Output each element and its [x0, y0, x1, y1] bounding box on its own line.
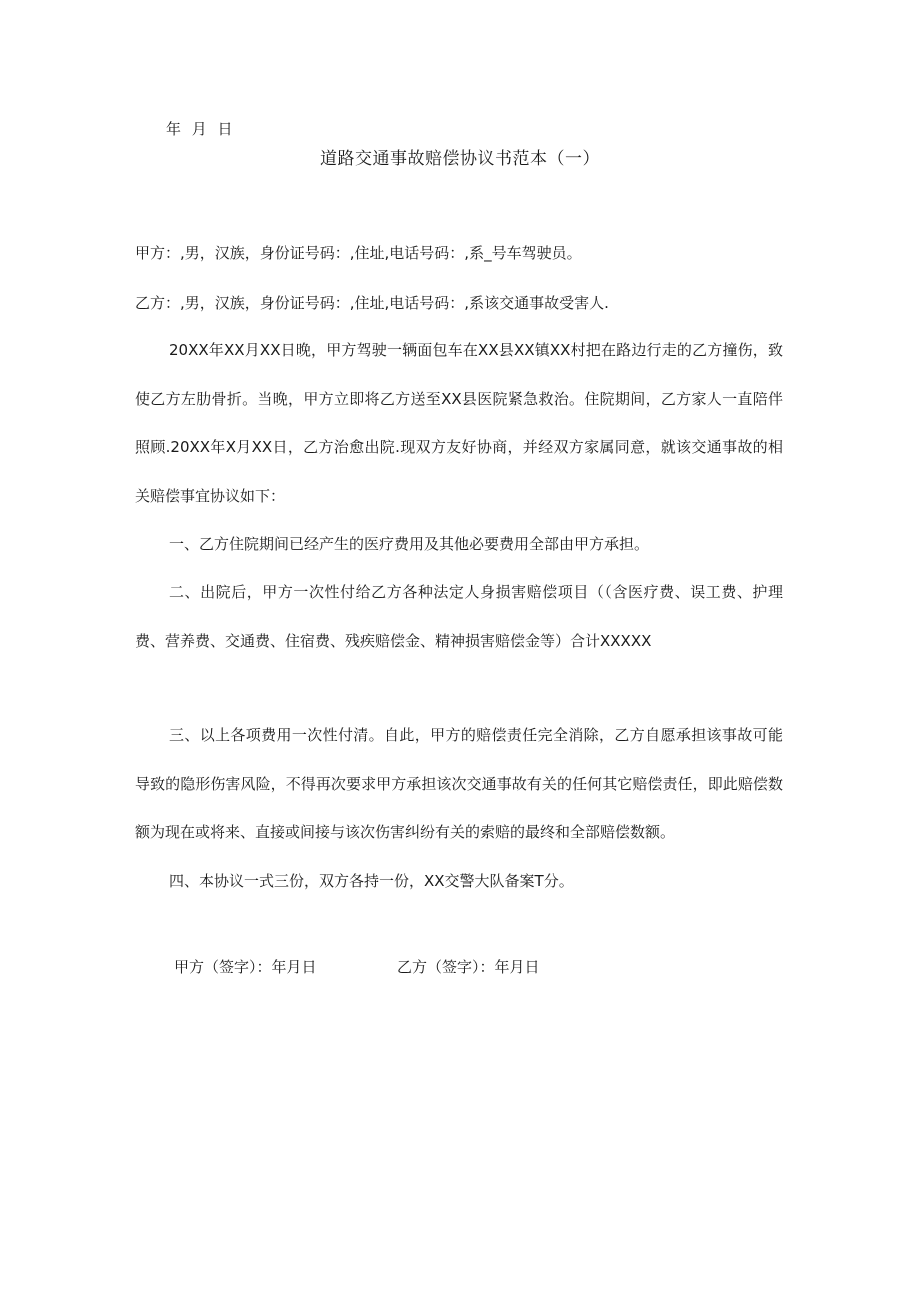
- date-line: 年 月 日: [166, 120, 236, 138]
- clause-2: 二、出院后，甲方一次性付给乙方各种法定人身损害赔偿项目（（含医疗费、误工费、护理费、营养费、交通费、住宿费、残疾赔偿金、精神损害赔偿金等）合计XXXXX: [135, 583, 783, 650]
- document-title: 道路交通事故赔偿协议书范本（一）: [320, 149, 600, 169]
- signature-party-a: 甲方（签字）：年月日: [174, 958, 317, 976]
- clause-4: 四、本协议一式三份，双方各持一份，XX交警大队备案T分。: [169, 872, 574, 890]
- party-a-info: 甲方：,男，汉族，身份证号码：,住址,电话号码：,系_号车驾驶员。: [135, 244, 582, 262]
- party-b-info: 乙方：,男，汉族，身份证号码：,住址,电话号码：,系该交通事故受害人.: [135, 294, 609, 312]
- signature-party-b: 乙方（签字）：年月日: [397, 958, 540, 976]
- clause-3: 三、以上各项费用一次性付清。自此，甲方的赔偿责任完全消除，乙方自愿承担该事故可能导致的隐形伤害风险，不得再次要求甲方承担该次交通事故有关的任何其它赔偿责任，即此赔偿数额为现在或将来、直接或间接与该次伤害纠纷有关的索赔的最终和全部赔偿数额。: [135, 726, 783, 841]
- clause-1: 一、乙方住院期间已经产生的医疗费用及其他必要费用全部由甲方承担。: [169, 535, 650, 553]
- intro-paragraph: 20XX年XX月XX日晚，甲方驾驶一辆面包车在XX县XX镇XX村把在路边行走的乙方撞伤，致使乙方左肋骨折。当晚，甲方立即将乙方送至XX县医院紧急救治。住院期间，乙方家人一直陪伴照顾.20XX年X月XX日，乙方治愈出院.现双方友好协商，并经双方家属同意，就该交通事故的相关赔偿事宜协议如下：: [135, 341, 783, 505]
